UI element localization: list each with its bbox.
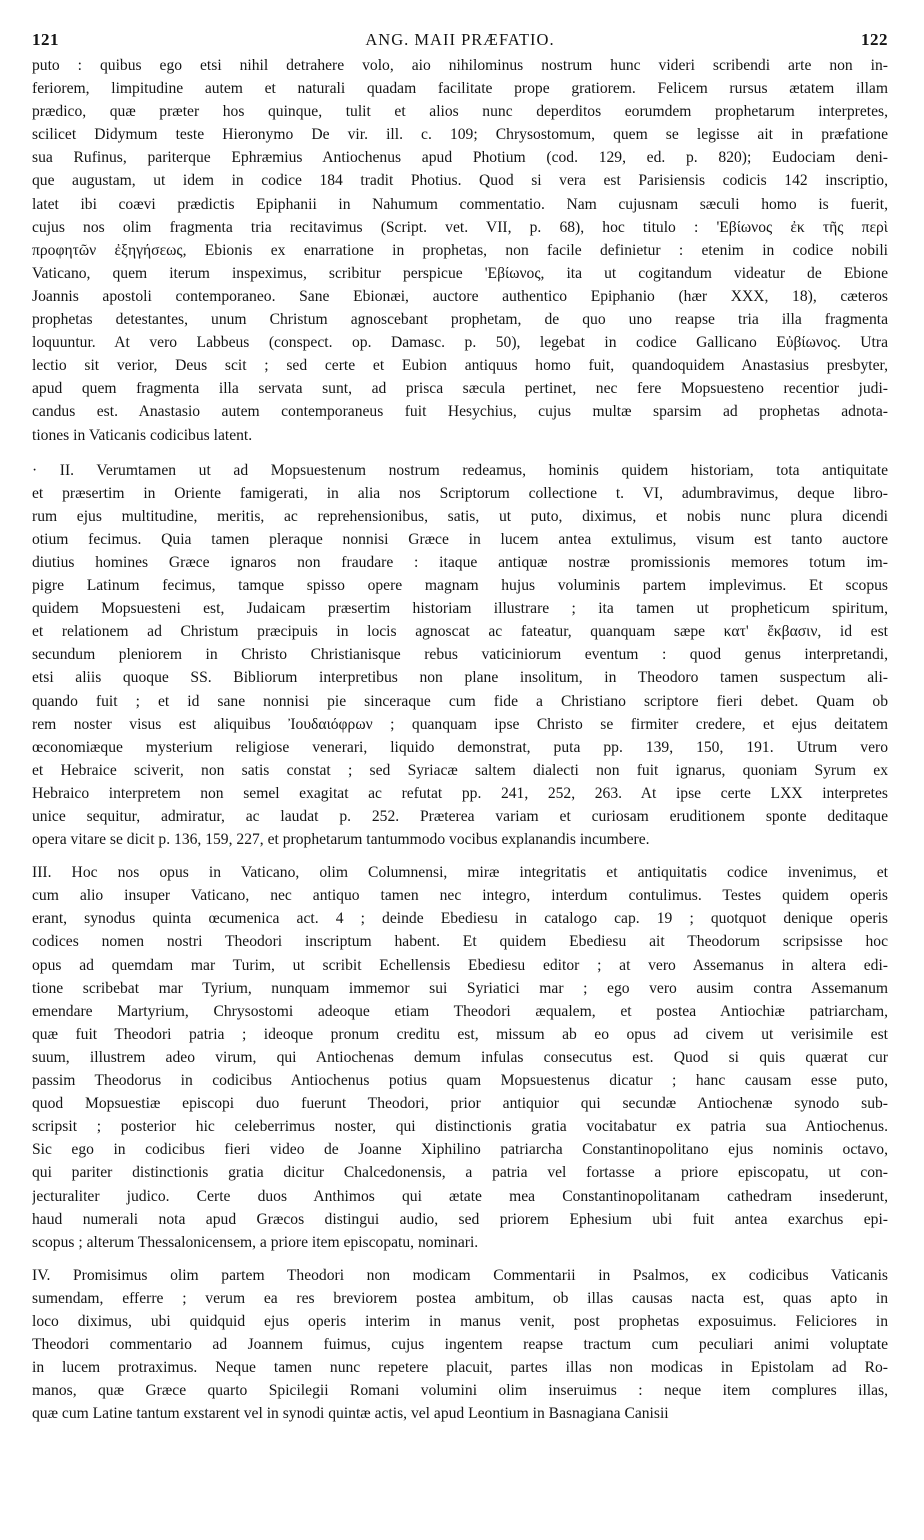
text-line: erant, synodus quinta œcumenica act. 4 ; deinde Ebediesu in catalogo cap. 19 ; quotquot denique operis <box>32 910 888 928</box>
text-line: loco diximus, ubi quidquid ejus operis interim in manus venit, post prophetas exposuimus. Feliciores in <box>32 1312 888 1330</box>
text-line: Joannis apostoli contemporaneo. Sane Ebionæi, auctore authentico Epiphanio (hær XXX, 18), cæteros <box>32 287 888 305</box>
text-line: Theodori commentario ad Joannem fuimus, cujus ingentem reapse tractum cum peculiari animi voluptate <box>32 1336 888 1354</box>
text-line: otium fecimus. Quia tamen pleraque nonnisi Græce in lucem antea extulimus, visum est tanto auctore <box>32 530 888 548</box>
text-line: Sic ego in codicibus fieri video de Joanne Xiphilino patriarcha Constantinopolitano ejus nominis octavo, <box>32 1141 888 1159</box>
text-line: scilicet Didymum teste Hieronymo De vir. ill. c. 109; Chrysostomum, quem se legisse ait in præfatione <box>32 126 888 144</box>
text-line: IV. Promisimus olim partem Theodori non modicam Commentarii in Psalmos, ex codicibus Vaticanis <box>32 1266 888 1284</box>
text-line: que augustam, ut idem in codice 184 tradit Photius. Quod si vera est Parisiensis codicis 142 inscriptio, <box>32 172 888 190</box>
text-line: sua Rufinus, pariterque Ephræmius Antiochenus apud Photium (cod. 129, ed. p. 820); Eudociam deni- <box>32 149 888 167</box>
text-line: quod Mopsuestiæ episcopi duo fuerunt Theodori, prior antiquior qui secundæ Antiochenæ synodo sub- <box>32 1095 888 1113</box>
text-line: et Hebraice sciverit, non satis constat ; sed Syriacæ saltem dialecti non fuit ignarus, quoniam Syrum ex <box>32 761 888 779</box>
text-line: opera vitare se dicit p. 136, 159, 227, et prophetarum tantummodo vocibus explanandis incumbere. <box>32 831 650 849</box>
text-line: tiones in Vaticanis codicibus latent. <box>32 426 253 444</box>
text-line: Vaticano, quem iterum inspeximus, scribitur perspicue 'Εβίωνος, ita ut cogitandum videatur de Ebione <box>32 264 888 282</box>
text-line: emendare Martyrium, Chrysostomi adeoque etiam Theodori æqualem, et postea Antiochiæ patriarcham, <box>32 1002 888 1020</box>
text-line: œconomiæque mysterium religiose venerari, liquido demonstrat, puta pp. 139, 150, 191. Utrum vero <box>32 738 888 756</box>
text-line: quæ cum Latine tantum exstarent vel in synodi quintæ actis, vel apud Leontium in Basnagiana Canisii <box>32 1405 669 1423</box>
paragraph-3 <box>32 861 888 1254</box>
paragraph-2 <box>32 459 888 852</box>
running-title: ANG. MAII PRÆFATIO. <box>365 30 555 49</box>
text-line: lectio sit verior, Deus scit ; sed certe et Eubion antiquus homo fuit, quandoquidem Anastasius presbyter, <box>32 357 888 375</box>
text-line: et relationem ad Christum præcipuis in locis agnoscat ac fateatur, quanquam sæpe κατ' ἔκβασιν, id est <box>32 623 888 641</box>
text-line: quæ fuit Theodori patria ; ideoque pronum creditu est, missum ab eo opus ad civem ut verisimile est <box>32 1025 888 1043</box>
text-line: scopus ; alterum Thessalonicensem, a priore item episcopatu, nominari. <box>32 1233 479 1251</box>
text-line: cujus nos olim fragmenta tria recitavimus (Script. vet. VII, p. 68), hoc titulo : 'Εβίωνος ἐκ τῆς περὶ <box>32 218 888 236</box>
text-line: manos, quæ Græce quarto Spicilegii Romani volumini olim inseruimus : neque item complures illas, <box>32 1382 888 1400</box>
text-line: feriorem, limpitudine autem et naturali quadam facilitate prope gratiorem. Felicem rursus ætatem illam <box>32 80 888 98</box>
text-line: et præsertim in Oriente famigerati, in alia nos Scriptorum collectione t. VI, adumbravimus, deque libro- <box>32 484 888 502</box>
text-line: latet ibi coævi prædictis Epiphanii in Nahumum commentatio. Nam cujusnam sæculi homo is fuerit, <box>32 195 888 213</box>
page-number-right: 122 <box>861 30 888 49</box>
text-line: cum alio insuper Vaticano, nec antiquo tamen nec integro, interdum contulimus. Testes quidem operis <box>32 887 888 905</box>
text-line: passim Theodorus in codicibus Antiochenus potius quam Mopsuestenus dicatur ; hanc causam esse puto, <box>32 1072 888 1090</box>
text-line: unice sequitur, admiratur, ac laudat p. 252. Præterea variam et curiosam eruditionem sponte deditaque <box>32 808 888 825</box>
text-line: Hebraico interpretem non semel exagitat ac refutat pp. 241, 252, 263. At ipse certe LXX interpretes <box>32 784 888 802</box>
text-line: codices nomen nostri Theodori inscriptum habent. Et quidem Ebediesu ait Theodorum scripsisse hoc <box>32 933 888 951</box>
text-line: loquuntur. At vero Labbeus (conspect. op. Damasc. p. 50), legebat in codice Gallicano Εὐβίωνος. Utra <box>32 334 888 352</box>
text-line: tione scribebat mar Tyrium, nunquam immemor sui Syriatici mar ; ego vero ausim contra Assemanum <box>32 979 888 997</box>
text-line: scripsit ; posterior hic celeberrimus noster, qui distinctionis gratia vocitabatur ex patria sua Antiochenus. <box>32 1118 888 1136</box>
text-line: secundum pleniorem in Christo Christianisque rebus vaticiniorum eventum : quod genus interpretandi, <box>32 646 888 664</box>
text-line: qui pariter distinctionis gratia dicitur Chalcedonensis, a patria vel fortasse a priore episcopatu, ut con- <box>32 1164 888 1182</box>
text-line: III. Hoc nos opus in Vaticano, olim Columnensi, miræ integritatis et antiquitatis codice invenimus, et <box>32 864 888 882</box>
text-line: diutius homines Græce ignaros non fraudare : itaque antiquæ nostræ promissionis memores totum im- <box>32 553 888 571</box>
running-header <box>32 30 888 54</box>
text-line: puto : quibus ego etsi nihil detrahere volo, aio nihilominus nostrum hunc videri scribendi arte non in- <box>32 57 888 74</box>
paragraph-4 <box>32 1264 888 1426</box>
text-line: · II. Verumtamen ut ad Mopsuestenum nostrum redeamus, hominis quidem historiam, tota antiquitate <box>32 461 888 479</box>
text-line: pigre Latinum fecimus, tamque spisso opere magnam hujus voluminis partem implevimus. Et scopus <box>32 577 888 595</box>
text-line: rem noster visus est aliquibus Ἰουδαιόφρων ; quanquam ipse Christo se firmiter credere, et ejus deitatem <box>32 715 888 733</box>
text-line: quando fuit ; et id sane nonnisi pie sinceraque cum fide a Christiano scriptore fieri debet. Quam ob <box>32 692 888 710</box>
text-line: in lucem protraximus. Neque tamen nunc repetere placuit, partes illas non modicas in Epistolam ad Ro- <box>32 1359 888 1377</box>
text-line: προφητῶν ἐξηγήσεως, Ebionis ex enarratione in prophetas, non facile definietur : etenim in codice nobili <box>32 241 888 259</box>
text-line: prophetas detestantes, unum Christum agnoscebant prophetam, de quo uno reapse tria illa fragmenta <box>32 311 888 329</box>
text-line: prædico, quæ præter hos quinque, tulit et alios nunc deperditos eorumdem prophetarum interpretes, <box>32 103 888 121</box>
text-line: apud quem fragmenta illa servata sunt, ad prisca sæcula pertinet, nec fere Mopsuesteno recentior judi- <box>32 380 888 398</box>
text-line: haud numerali nota apud Græcos distingui audio, sed priorem Ephesium ubi fuit antea exarchus epi- <box>32 1210 888 1228</box>
text-line: rum ejus multitudine, meritis, ac reprehensionibus, satis, ut puto, diximus, et nobis nunc plura dicendi <box>32 507 888 525</box>
text-line: quidem Mopsuesteni est, Judaicam præsertim historiam illustrare ; ita tamen ut propheticum spiritum, <box>32 600 888 618</box>
text-line: jecturaliter judico. Certe duos Anthimos qui ætate mea Constantinopolitanam cathedram insederunt, <box>32 1187 888 1205</box>
page-number-left: 121 <box>32 30 59 49</box>
text-line: candus est. Anastasio autem contemporaneus fuit Hesychius, cujus multæ sparsim ad prophetas adnota- <box>32 403 888 421</box>
text-line: sumendam, efferre ; verum ea res breviorem postea ambitum, ob illas causas nacta est, quas apto in <box>32 1289 888 1307</box>
text-line: opus ad quemdam mar Turim, ut scribit Echellensis Ebediesu editor ; at vero Assemanus in altera edi- <box>32 956 888 974</box>
text-line: suum, illustrem adeo virum, qui Antiochenas demum infulas consecutus est. Quod si quis quærat cur <box>32 1048 888 1066</box>
paragraph-1 <box>32 54 888 447</box>
text-line: etsi aliis quoque SS. Bibliorum interpretibus non plane insolitum, in Theodoro tamen suspectum ali- <box>32 669 888 687</box>
